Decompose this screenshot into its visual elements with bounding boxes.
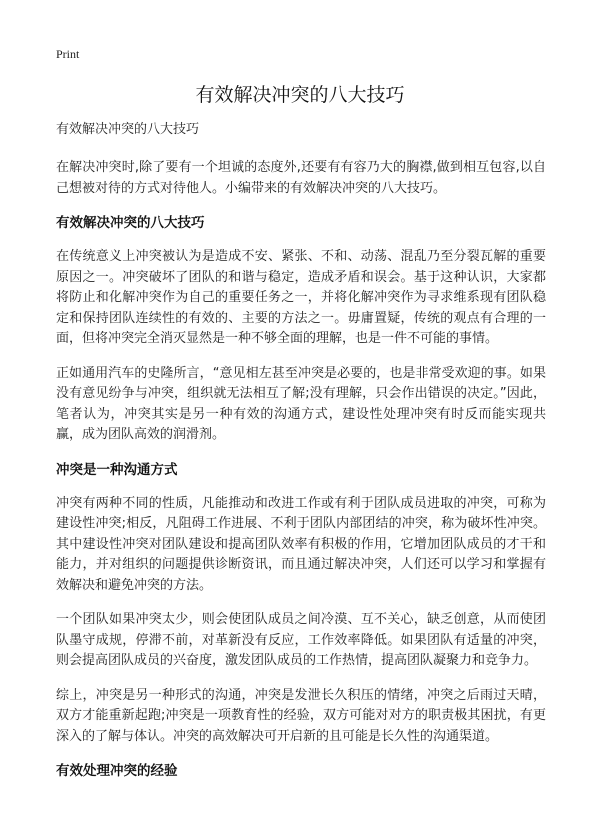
page-title: 有效解决冲突的八大技巧 <box>195 84 405 106</box>
section-heading: 冲突是一种沟通方式 <box>56 461 178 478</box>
section-heading: 有效处理冲突的经验 <box>56 763 178 779</box>
section-experience <box>56 761 546 781</box>
paragraph: 冲突有两种不同的性质，凡能推动和改进工作或有利于团队成员进取的冲突，可称为建设性冲突;相反，凡阻碍工作进展、不利于团队内部团结的冲突，称为破坏性冲突。其中建设性冲突对团队建设和提高团队效率有积极的作用，它增加团队成员的才干和能力，并对组织的问题提供诊断资讯，而且通过解决冲突，人们还可以学习和掌握有效解决和避免冲突的方法。 <box>56 495 546 593</box>
paragraph: 正如通用汽车的史隆所言，“意见相左甚至冲突是必要的，也是非常受欢迎的事。如果没有意见纷争与冲突，组织就无法相互了解;没有理解，只会作出错误的决定。”因此，笔者认为，冲突其实是另一种有效的沟通方式，建设性处理冲突有时反而能实现共赢，成为团队高效的润滑剂。 <box>56 365 546 442</box>
section-conflict-communication <box>56 460 546 748</box>
section-techniques <box>56 213 546 446</box>
paragraph: 一个团队如果冲突太少，则会使团队成员之间冷漠、互不关心，缺乏创意，从而使团队墨守成规，停滞不前，对革新没有反应，工作效率降低。如果团队有适量的冲突，则会提高团队成员的兴奋度，激发团队成员的工作热情，提高团队凝聚力和竞争力。 <box>56 612 546 668</box>
article-subtitle: 有效解决冲突的八大技巧 <box>56 122 200 137</box>
intro-paragraph: 在解决冲突时,除了要有一个坦诚的态度外,还要有有容乃大的胸襟,做到相互包容,以自己想被对待的方式对待他人。小编带来的有效解决冲突的八大技巧。 <box>56 160 546 196</box>
article-body <box>56 120 546 795</box>
paragraph: 综上，冲突是另一种形式的沟通，冲突是发泄长久积压的情绪，冲突之后雨过天晴，双方才能重新起跑;冲突是一项教育性的经验，双方可能对对方的职责极其困扰，有更深入的了解与体认。冲突的高效解决可开启新的且可能是长久性的沟通渠道。 <box>56 687 546 744</box>
section-heading: 有效解决冲突的八大技巧 <box>56 215 205 231</box>
print-link[interactable]: Print <box>56 47 80 61</box>
paragraph: 在传统意义上冲突被认为是造成不安、紧张、不和、动荡、混乱乃至分裂瓦解的重要原因之一。冲突破坏了团队的和谐与稳定，造成矛盾和误会。基于这种认识，大家都将防止和化解冲突作为自己的重要任务之一，并将化解冲突作为寻求维系现有团队稳定和保持团队连续性的有效的、主要的方法之一。毋庸置疑，传统的观点有合理的一面，但将冲突完全消灭显然是一种不够全面的理解，也是一件不可能的事情。 <box>56 249 546 346</box>
